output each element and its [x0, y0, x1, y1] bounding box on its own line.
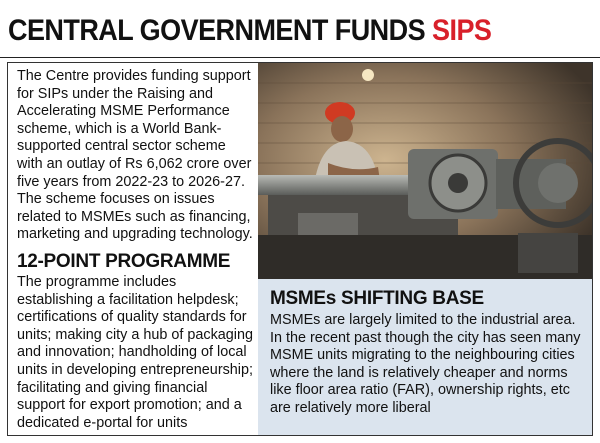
panel-body: MSMEs are largely limited to the industrial area. In the recent past though the city has seen many MSME units migrating to the neighbouring cities where the land is relatively cheaper and norms like floor area ratio (FAR), ownership rights, etc are relatively more liberal	[270, 312, 581, 416]
hanging-light	[362, 69, 374, 81]
intro-paragraph: The Centre provides funding support for SIPs under the Raising and Accelerating MSME Performance scheme, which is a World Bank-supported central sector scheme with an outlay of Rs 6,062 crore over five years from 2022-23 to 2026-27. The scheme focuses on issues related to MSMEs such as financing, marketing and upgrading technology.	[17, 68, 253, 243]
left-column	[17, 68, 253, 432]
info-panel	[258, 279, 592, 435]
panel-title: MSMEs SHIFTING BASE	[270, 288, 484, 309]
headline-rule	[0, 57, 600, 58]
workshop-photo	[258, 63, 592, 279]
programme-subhead: 12-POINT PROGRAMME	[17, 250, 231, 272]
programme-paragraph: The programme includes establishing a facilitation helpdesk; certifications of quality standards for units; making city a hub of packaging and innovation; handholding of local units in developing entrepreneurship; facilitating and giving financial support for export promotion; and a dedicated e-portal for units	[17, 273, 254, 431]
workshop-photo-illustration	[258, 63, 592, 279]
headline	[8, 14, 491, 48]
headline-main: CENTRAL GOVERNMENT FUNDS	[8, 14, 433, 47]
headline-accent: SIPS	[432, 14, 492, 47]
